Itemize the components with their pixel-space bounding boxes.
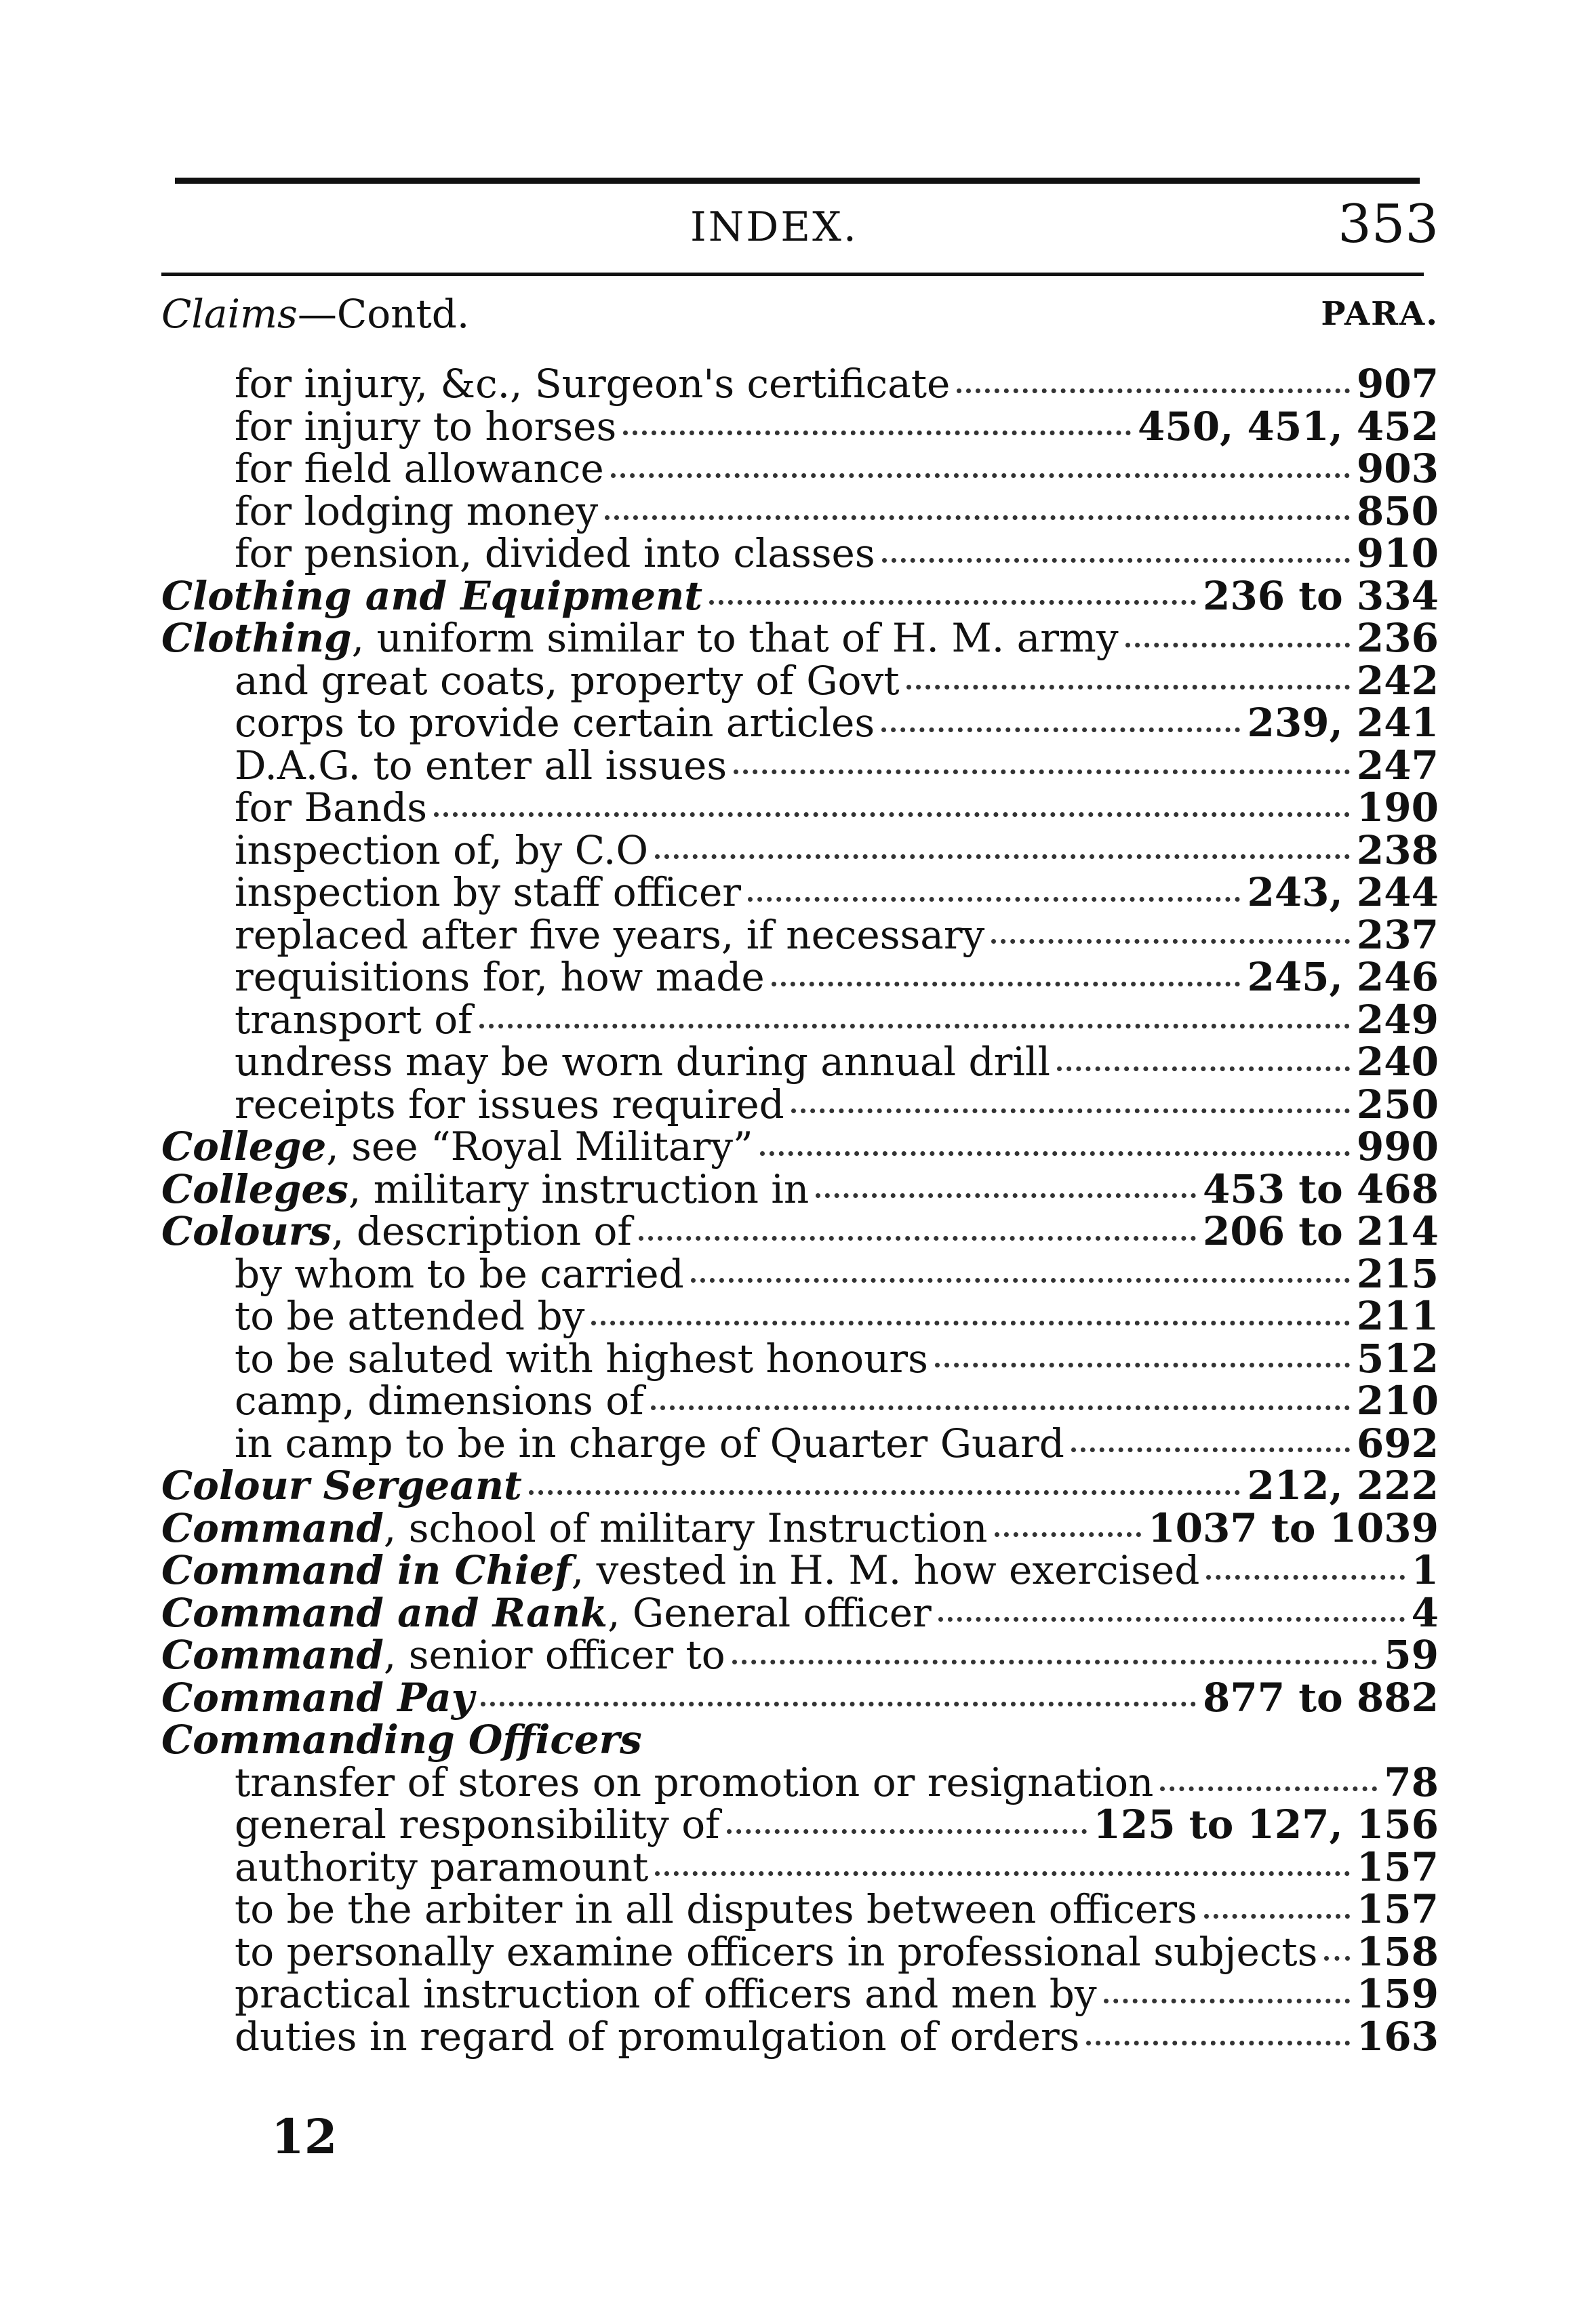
entry-term: Colleges bbox=[161, 1165, 348, 1212]
index-entry bbox=[161, 617, 1439, 660]
entry-text: , uniform similar to that of H. M. army bbox=[351, 615, 1119, 662]
entry-paragraph-ref: 163 bbox=[1356, 2013, 1439, 2060]
dot-leader bbox=[1160, 1786, 1377, 1791]
entry-term: Colour Sergeant bbox=[161, 1462, 522, 1509]
dot-leader bbox=[957, 388, 1350, 393]
entry-text: requisitions for, how made bbox=[235, 954, 765, 1001]
entry-paragraph-ref: 450, 451, 452 bbox=[1138, 403, 1439, 449]
entry-paragraph-ref: 210 bbox=[1356, 1378, 1439, 1424]
index-entry bbox=[161, 1589, 1439, 1636]
index-entry bbox=[161, 1549, 1439, 1592]
dot-leader bbox=[481, 1702, 1196, 1706]
index-subentry bbox=[161, 1083, 1439, 1126]
page-number: 353 bbox=[1338, 194, 1439, 255]
index-subentry bbox=[161, 405, 1439, 448]
entry-paragraph-ref: 212, 222 bbox=[1247, 1462, 1439, 1509]
dot-leader bbox=[1104, 1999, 1350, 2003]
dot-leader bbox=[651, 1405, 1350, 1410]
dot-leader bbox=[1204, 1914, 1350, 1919]
entry-paragraph-ref: 159 bbox=[1356, 1971, 1439, 2018]
entry-text: transfer of stores on promotion or resignation bbox=[235, 1759, 1154, 1805]
entry-text: , school of military Instruction bbox=[383, 1504, 988, 1551]
dot-leader bbox=[906, 685, 1350, 689]
continued-suffix: —Contd. bbox=[297, 291, 470, 337]
entry-text: inspection of, by C.O bbox=[235, 826, 648, 873]
index-subentry bbox=[161, 996, 1439, 1043]
dot-leader bbox=[938, 1617, 1405, 1622]
entry-text: receipts for issues required bbox=[235, 1081, 784, 1127]
dot-leader bbox=[623, 431, 1131, 435]
index-entry bbox=[161, 1674, 1439, 1721]
entry-text: to be attended by bbox=[235, 1293, 585, 1340]
entry-text: and great coats, property of Govt bbox=[235, 657, 900, 704]
entry-paragraph-ref: 903 bbox=[1356, 445, 1439, 492]
entry-term: College bbox=[161, 1123, 327, 1170]
entry-text: for Bands bbox=[235, 784, 427, 831]
continuation-caption bbox=[161, 290, 1439, 338]
dot-leader bbox=[1071, 1447, 1350, 1452]
index-entry bbox=[161, 1165, 1439, 1212]
entry-paragraph-ref: 990 bbox=[1356, 1123, 1439, 1170]
dot-leader bbox=[655, 854, 1350, 859]
index-subentry bbox=[161, 871, 1439, 914]
running-head-title: INDEX. bbox=[690, 203, 858, 251]
para-column-label: PARA. bbox=[1321, 295, 1439, 333]
dot-leader bbox=[1057, 1066, 1350, 1071]
entry-paragraph-ref: 59 bbox=[1384, 1632, 1439, 1679]
entry-paragraph-ref: 211 bbox=[1356, 1293, 1439, 1340]
index-subentry bbox=[161, 1380, 1439, 1422]
entry-text: by whom to be carried bbox=[235, 1250, 684, 1297]
index-subentry bbox=[161, 487, 1439, 534]
index-entry bbox=[161, 1464, 1439, 1507]
entry-text: replaced after five years, if necessary bbox=[235, 911, 985, 958]
index-entry bbox=[161, 1210, 1439, 1253]
entry-text: to be saluted with highest honours bbox=[235, 1335, 928, 1382]
entry-text: , senior officer to bbox=[383, 1632, 725, 1679]
continued-term: Claims bbox=[161, 291, 298, 337]
dot-leader bbox=[1324, 1956, 1350, 1961]
entry-text: D.A.G. to enter all issues bbox=[235, 742, 727, 788]
entry-paragraph-ref: 215 bbox=[1356, 1250, 1439, 1297]
dot-leader bbox=[816, 1193, 1196, 1198]
entry-term: Command bbox=[161, 1632, 384, 1679]
index-subentry bbox=[161, 956, 1439, 999]
entry-paragraph-ref: 249 bbox=[1356, 996, 1439, 1043]
entry-term: Commanding Officers bbox=[161, 1717, 642, 1763]
index-subentry bbox=[161, 744, 1439, 787]
entry-text: to be the arbiter in all disputes between officers bbox=[235, 1886, 1197, 1933]
entry-paragraph-ref: 240 bbox=[1356, 1039, 1439, 1085]
dot-leader bbox=[611, 473, 1350, 478]
entry-text: transport of bbox=[235, 996, 473, 1043]
entry-text: to personally examine officers in professional subjects bbox=[235, 1928, 1318, 1975]
index-subentry bbox=[161, 826, 1439, 873]
entry-paragraph-ref: 250 bbox=[1356, 1081, 1439, 1127]
dot-leader bbox=[479, 1024, 1350, 1028]
entry-text: camp, dimensions of bbox=[235, 1378, 644, 1424]
entry-paragraph-ref: 236 to 334 bbox=[1203, 572, 1439, 619]
entry-paragraph-ref: 125 to 127, 156 bbox=[1093, 1801, 1439, 1848]
entry-paragraph-ref: 877 to 882 bbox=[1203, 1674, 1439, 1721]
dot-leader bbox=[991, 939, 1350, 944]
index-entry bbox=[161, 1504, 1439, 1551]
index-entries bbox=[161, 363, 1439, 2058]
dot-leader bbox=[791, 1108, 1350, 1113]
dot-leader bbox=[655, 1871, 1350, 1876]
dot-leader bbox=[691, 1278, 1350, 1283]
dot-leader bbox=[935, 1363, 1350, 1367]
dot-leader bbox=[772, 982, 1241, 986]
entry-text: in camp to be in charge of Quarter Guard bbox=[235, 1420, 1064, 1466]
entry-paragraph-ref: 206 to 214 bbox=[1203, 1208, 1439, 1255]
index-subentry bbox=[161, 1761, 1439, 1804]
top-rule bbox=[175, 178, 1420, 184]
dot-leader bbox=[639, 1236, 1196, 1241]
index-entry bbox=[161, 572, 1439, 619]
entry-text: duties in regard of promulgation of orders bbox=[235, 2013, 1080, 2060]
index-entry bbox=[161, 1634, 1439, 1677]
dot-leader bbox=[605, 515, 1350, 520]
index-subentry bbox=[161, 1928, 1439, 1975]
index-subentry bbox=[161, 1888, 1439, 1931]
entry-text: , see “Royal Military” bbox=[326, 1123, 753, 1170]
entry-paragraph-ref: 910 bbox=[1356, 530, 1439, 577]
index-subentry bbox=[161, 702, 1439, 744]
index-subentry bbox=[161, 363, 1439, 405]
dot-leader bbox=[1125, 643, 1350, 647]
dot-leader bbox=[881, 727, 1240, 732]
index-subentry bbox=[161, 911, 1439, 958]
entry-text: authority paramount bbox=[235, 1843, 649, 1890]
header-rule bbox=[161, 273, 1424, 276]
index-subentry bbox=[161, 1295, 1439, 1338]
entry-term: Command in Chief bbox=[161, 1547, 572, 1594]
dot-leader bbox=[732, 1660, 1378, 1664]
entry-paragraph-ref: 157 bbox=[1356, 1843, 1439, 1890]
entry-term: Command and Rank bbox=[161, 1589, 608, 1636]
dot-leader bbox=[760, 1151, 1350, 1156]
entry-text: general responsibility of bbox=[235, 1801, 720, 1848]
entry-paragraph-ref: 238 bbox=[1356, 826, 1439, 873]
entry-paragraph-ref: 236 bbox=[1356, 615, 1439, 662]
entry-paragraph-ref: 157 bbox=[1356, 1886, 1439, 1933]
entry-text: undress may be worn during annual drill bbox=[235, 1039, 1050, 1085]
continued-heading bbox=[161, 291, 469, 337]
entry-paragraph-ref: 4 bbox=[1411, 1589, 1439, 1636]
entry-paragraph-ref: 242 bbox=[1356, 657, 1439, 704]
index-subentry bbox=[161, 1041, 1439, 1083]
entry-paragraph-ref: 239, 241 bbox=[1247, 700, 1439, 746]
index-subentry bbox=[161, 447, 1439, 490]
entry-term: Clothing and Equipment bbox=[161, 572, 703, 619]
index-subentry bbox=[161, 1335, 1439, 1382]
index-subentry bbox=[161, 2013, 1439, 2060]
dot-leader bbox=[995, 1532, 1142, 1537]
entry-paragraph-ref: 190 bbox=[1356, 784, 1439, 831]
dot-leader bbox=[734, 769, 1350, 774]
entry-text: , description of bbox=[331, 1208, 632, 1255]
entry-term: Command bbox=[161, 1504, 384, 1551]
entry-term: Clothing bbox=[161, 615, 352, 662]
entry-paragraph-ref: 453 to 468 bbox=[1203, 1165, 1439, 1212]
entry-paragraph-ref: 237 bbox=[1356, 911, 1439, 958]
entry-paragraph-ref: 1 bbox=[1411, 1547, 1439, 1594]
entry-text: for pension, divided into classes bbox=[235, 530, 875, 577]
index-subentry bbox=[161, 1803, 1439, 1846]
dot-leader bbox=[709, 600, 1196, 605]
entry-paragraph-ref: 512 bbox=[1356, 1335, 1439, 1382]
entry-text: for injury to horses bbox=[235, 403, 617, 449]
entry-text: , military instruction in bbox=[348, 1165, 810, 1212]
dot-leader bbox=[434, 812, 1350, 817]
dot-leader bbox=[591, 1321, 1350, 1325]
entry-paragraph-ref: 158 bbox=[1356, 1928, 1439, 1975]
entry-text: corps to provide certain articles bbox=[235, 700, 875, 746]
entry-paragraph-ref: 692 bbox=[1356, 1420, 1439, 1466]
dot-leader bbox=[529, 1490, 1241, 1495]
dot-leader bbox=[1086, 2041, 1349, 2045]
entry-paragraph-ref: 245, 246 bbox=[1247, 954, 1439, 1001]
entry-paragraph-ref: 243, 244 bbox=[1247, 869, 1439, 916]
entry-paragraph-ref: 907 bbox=[1356, 361, 1439, 407]
entry-text: for lodging money bbox=[235, 487, 599, 534]
entry-paragraph-ref: 78 bbox=[1384, 1759, 1439, 1805]
index-subentry bbox=[161, 1843, 1439, 1890]
entry-paragraph-ref: 850 bbox=[1356, 487, 1439, 534]
entry-term: Command Pay bbox=[161, 1674, 475, 1721]
index-entry bbox=[161, 1719, 1439, 1761]
entry-text: for injury, &c., Surgeon's certificate bbox=[235, 361, 951, 407]
dot-leader bbox=[748, 897, 1240, 902]
index-subentry bbox=[161, 532, 1439, 575]
signature-mark: 12 bbox=[271, 2108, 338, 2165]
index-subentry bbox=[161, 786, 1439, 829]
entry-text: , vested in H. M. how exercised bbox=[571, 1547, 1200, 1594]
index-subentry bbox=[161, 657, 1439, 704]
entry-paragraph-ref: 1037 to 1039 bbox=[1148, 1504, 1439, 1551]
dot-leader bbox=[882, 558, 1350, 563]
entry-text: inspection by staff officer bbox=[235, 869, 742, 916]
entry-paragraph-ref: 247 bbox=[1356, 742, 1439, 788]
entry-text: practical instruction of officers and men by bbox=[235, 1971, 1097, 2018]
entry-text: for field allowance bbox=[235, 445, 604, 492]
dot-leader bbox=[727, 1829, 1087, 1834]
dot-leader bbox=[1206, 1575, 1404, 1580]
index-subentry bbox=[161, 1973, 1439, 2016]
index-entry bbox=[161, 1125, 1439, 1168]
entry-term: Colours bbox=[161, 1208, 332, 1255]
index-subentry bbox=[161, 1250, 1439, 1297]
entry-text: , General officer bbox=[607, 1589, 932, 1636]
index-subentry bbox=[161, 1422, 1439, 1465]
